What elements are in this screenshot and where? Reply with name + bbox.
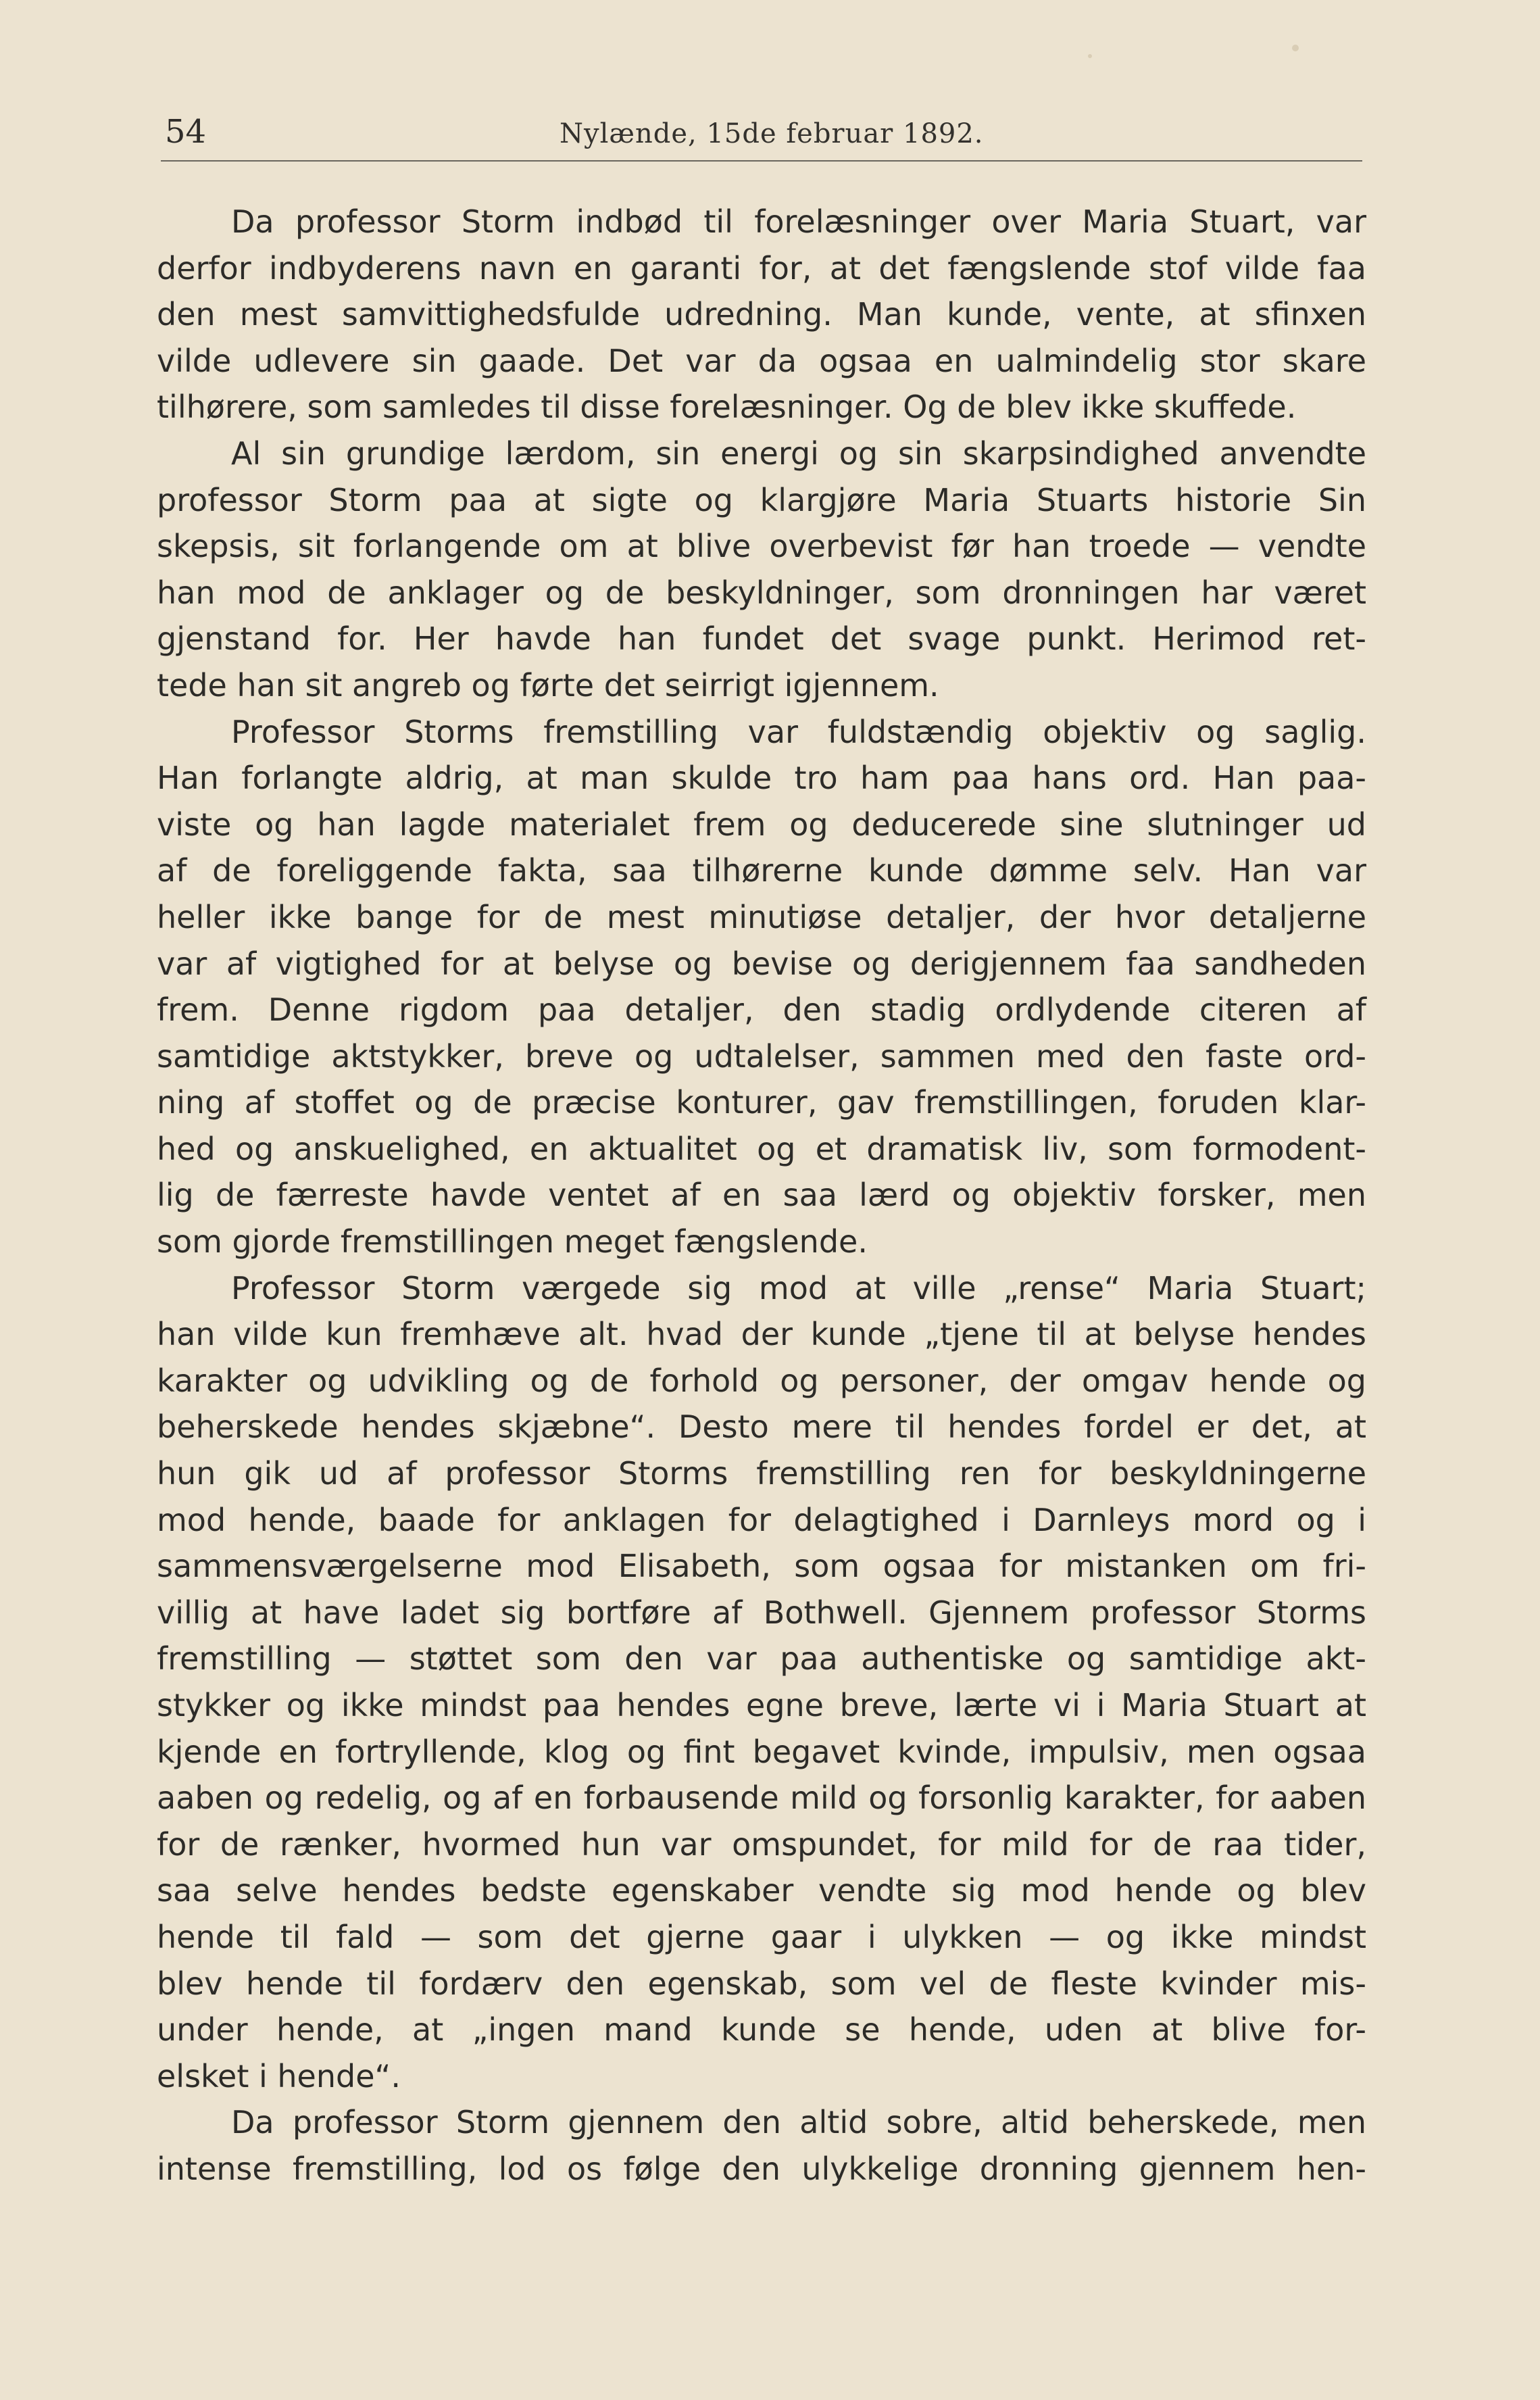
text-line: kjende en fortryllende, klog og fint begavet kvinde, impulsiv, men ogsaa bbox=[157, 1733, 1366, 1770]
text-line: samtidige aktstykker, breve og udtalelser, sammen med den faste ord- bbox=[157, 1037, 1366, 1075]
text-line: frem. Denne rigdom paa detaljer, den stadig ordlydende citeren af bbox=[157, 991, 1366, 1029]
running-head: Nylænde, 15de februar 1892. bbox=[560, 118, 984, 149]
text-line: elsket i hende“. bbox=[157, 2057, 401, 2095]
text-line: gjenstand for. Her havde han fundet det svage punkt. Herimod ret- bbox=[157, 620, 1366, 658]
text-line: saa selve hendes bedste egenskaber vendte sig mod hende og blev bbox=[157, 1872, 1366, 1909]
article-body bbox=[157, 199, 1366, 2193]
text-line: blev hende til fordærv den egenskab, som vel de fleste kvinder mis- bbox=[157, 1965, 1366, 2002]
text-line: Da professor Storm indbød til forelæsninger over Maria Stuart, var bbox=[231, 203, 1366, 240]
text-line: heller ikke bange for de mest minutiøse detaljer, der hvor detaljerne bbox=[157, 898, 1366, 935]
text-line: Professor Storm værgede sig mod at ville „rense“ Maria Stuart; bbox=[231, 1269, 1366, 1306]
text-line: var af vigtighed for at belyse og bevise og derigjennem faa sandheden bbox=[157, 945, 1366, 982]
text-line: karakter og udvikling og de forhold og personer, der omgav hende og bbox=[157, 1362, 1366, 1399]
text-line: beherskede hendes skjæbne“. Desto mere til hendes fordel er det, at bbox=[157, 1409, 1366, 1446]
text-line: hende til fald — som det gjerne gaar i ulykken — og ikke mindst bbox=[157, 1918, 1366, 1955]
text-line: af de foreliggende fakta, saa tilhørerne kunde dømme selv. Han var bbox=[157, 852, 1366, 889]
text-line: stykker og ikke mindst paa hendes egne breve, lærte vi i Maria Stuart at bbox=[157, 1687, 1366, 1723]
page-number: 54 bbox=[165, 113, 207, 151]
text-line: sammensværgelserne mod Elisabeth, som ogsaa for mistanken om fri- bbox=[157, 1548, 1366, 1585]
text-line: ning af stoffet og de præcise konturer, gav fremstillingen, foruden klar- bbox=[157, 1084, 1366, 1121]
text-line: tede han sit angreb og førte det seirrigt igjennem. bbox=[157, 666, 939, 704]
paper-spot bbox=[1292, 45, 1299, 51]
text-line: intense fremstilling, lod os følge den ulykkelige dronning gjennem hen- bbox=[157, 2150, 1366, 2187]
text-line: skepsis, sit forlangende om at blive overbevist før han troede — vendte bbox=[157, 528, 1366, 565]
text-line: tilhørere, som samledes til disse forelæsninger. Og de blev ikke skuffede. bbox=[157, 389, 1297, 426]
text-line: Al sin grundige lærdom, sin energi og sin skarpsindighed anvendte bbox=[231, 435, 1366, 472]
page-header bbox=[161, 112, 1362, 159]
text-line: Professor Storms fremstilling var fuldstændig objektiv og saglig. bbox=[231, 713, 1366, 750]
text-line: derfor indbyderens navn en garanti for, at det fængslende stof vilde faa bbox=[157, 249, 1366, 287]
text-line: han vilde kun fremhæve alt. hvad der kunde „tjene til at belyse hendes bbox=[157, 1316, 1366, 1353]
text-line: han mod de anklager og de beskyldninger, som dronningen har været bbox=[157, 574, 1366, 611]
text-line: viste og han lagde materialet frem og deducerede sine slutninger ud bbox=[157, 806, 1366, 843]
text-line: lig de færreste havde ventet af en saa lærd og objektiv forsker, men bbox=[157, 1177, 1366, 1214]
text-line: Han forlangte aldrig, at man skulde tro ham paa hans ord. Han paa- bbox=[157, 760, 1366, 797]
text-line: aaben og redelig, og af en forbausende mild og forsonlig karakter, for aaben bbox=[157, 1780, 1366, 1817]
text-line: hun gik ud af professor Storms fremstilling ren for beskyldningerne bbox=[157, 1455, 1366, 1492]
text-line: hed og anskuelighed, en aktualitet og et dramatisk liv, som formodent- bbox=[157, 1130, 1366, 1167]
text-line: den mest samvittighedsfulde udredning. Man kunde, vente, at sfinxen bbox=[157, 296, 1366, 333]
text-line: professor Storm paa at sigte og klargjøre Maria Stuarts historie Sin bbox=[157, 481, 1366, 518]
text-line: under hende, at „ingen mand kunde se hende, uden at blive for- bbox=[157, 2011, 1366, 2049]
text-line: for de rænker, hvormed hun var omspundet, for mild for de raa tider, bbox=[157, 1826, 1366, 1863]
header-rule bbox=[161, 160, 1362, 162]
text-line: villig at have ladet sig bortføre af Bothwell. Gjennem professor Storms bbox=[157, 1594, 1366, 1631]
text-line: mod hende, baade for anklagen for delagtighed i Darnleys mord og i bbox=[157, 1501, 1366, 1538]
text-line: Da professor Storm gjennem den altid sobre, altid beherskede, men bbox=[231, 2104, 1366, 2141]
text-line: fremstilling — støttet som den var paa authentiske og samtidige akt- bbox=[157, 1640, 1366, 1677]
paper-spot bbox=[1088, 54, 1092, 58]
text-line: som gjorde fremstillingen meget fængslende. bbox=[157, 1223, 868, 1260]
text-line: vilde udlevere sin gaade. Det var da ogsaa en ualmindelig stor skare bbox=[157, 342, 1366, 379]
